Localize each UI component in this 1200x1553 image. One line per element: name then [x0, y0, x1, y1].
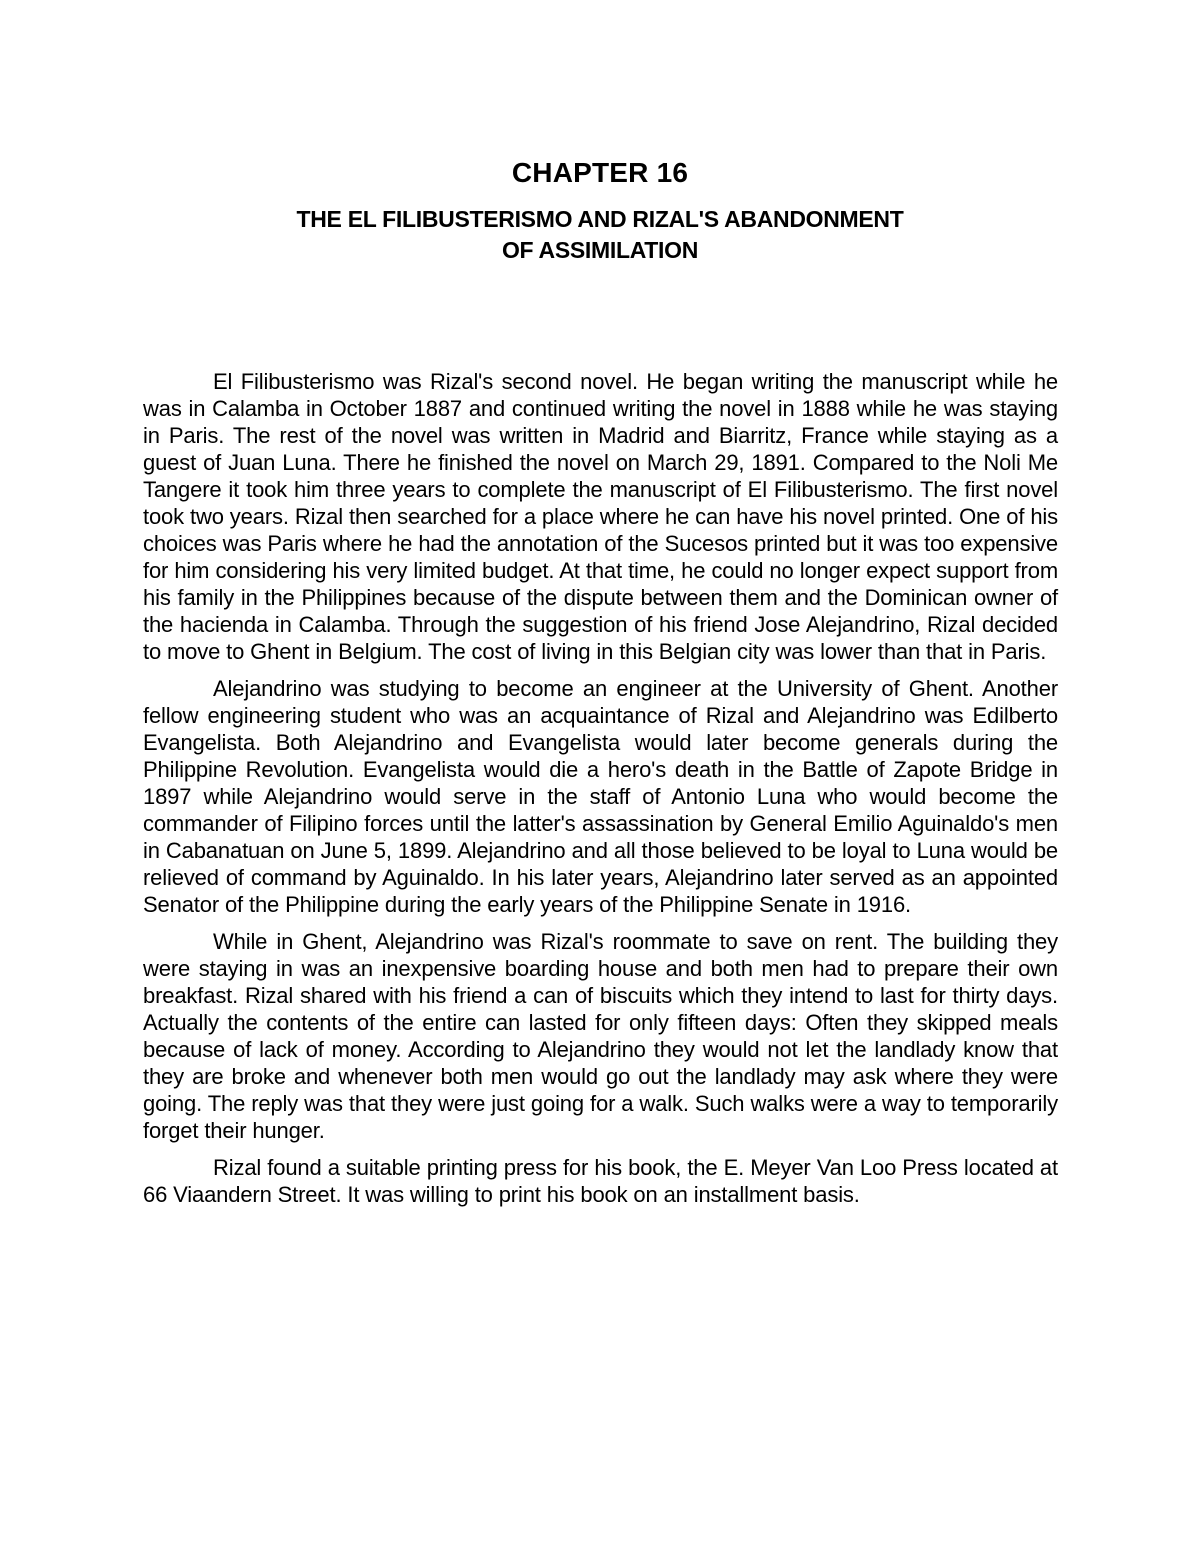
paragraph-3: While in Ghent, Alejandrino was Rizal's roommate to save on rent. The building they were staying in was an inexpensive boarding house and both men had to prepare their own breakfast. Rizal shared with his friend a can of biscuits which they intend to last for thirty days. Actually the contents of the entire can lasted for only fifteen days: Often they skipped meals because of lack of money. According to Alejandrino they would not let the landlady know that they are broke and whenever both men would go out the landlady may ask where they were going. The reply was that they were just going for a walk. Such walks were a way to temporarily forget their hunger. — [143, 929, 1058, 1143]
chapter-body — [143, 368, 1058, 1218]
chapter-number: CHAPTER 16 — [511, 157, 689, 188]
paragraph-2: Alejandrino was studying to become an engineer at the University of Ghent. Another fellow engineering student who was an acquaintance of Rizal and Alejandrino was Edilberto Evangelista. Both Alejandrino and Evangelista would later become generals during the Philippine Revolution. Evangelista would die a hero's death in the Battle of Zapote Bridge in 1897 while Alejandrino would serve in the staff of Antonio Luna who would become the commander of Filipino forces until the latter's assassination by General Emilio Aguinaldo's men in Cabanatuan on June 5, 1899. Alejandrino and all those believed to be loyal to Luna would be relieved of command by Aguinaldo. In his later years, Alejandrino later served as an appointed Senator of the Philippine during the early years of the Philippine Senate in 1916. — [143, 676, 1058, 917]
paragraph-1: El Filibusterismo was Rizal's second novel. He began writing the manuscript while he was in Calamba in October 1887 and continued writing the novel in 1888 while he was staying in Paris. The rest of the novel was written in Madrid and Biarritz, France while staying as a guest of Juan Luna. There he finished the novel on March 29, 1891. Compared to the Noli Me Tangere it took him three years to complete the manuscript of El Filibusterismo. The first novel took two years. Rizal then searched for a place where he can have his novel printed. One of his choices was Paris where he had the annotation of the Sucesos printed but it was too expensive for him considering his very limited budget. At that time, he could no longer expect support from his family in the Philippines because of the dispute between them and the Dominican owner of the hacienda in Calamba. Through the suggestion of his friend Jose Alejandrino, Rizal decided to move to Ghent in Belgium. The cost of living in this Belgian city was lower than that in Paris. — [143, 369, 1058, 664]
chapter-title-line-2: OF ASSIMILATION — [501, 237, 699, 263]
paragraph-4: Rizal found a suitable printing press for his book, the E. Meyer Van Loo Press located at 66 Viaandern Street. It was willing to print his book on an installment basis. — [143, 1155, 1058, 1207]
chapter-title — [200, 204, 1000, 266]
chapter-title-line-1: THE EL FILIBUSTERISMO AND RIZAL'S ABANDONMENT — [296, 206, 904, 232]
